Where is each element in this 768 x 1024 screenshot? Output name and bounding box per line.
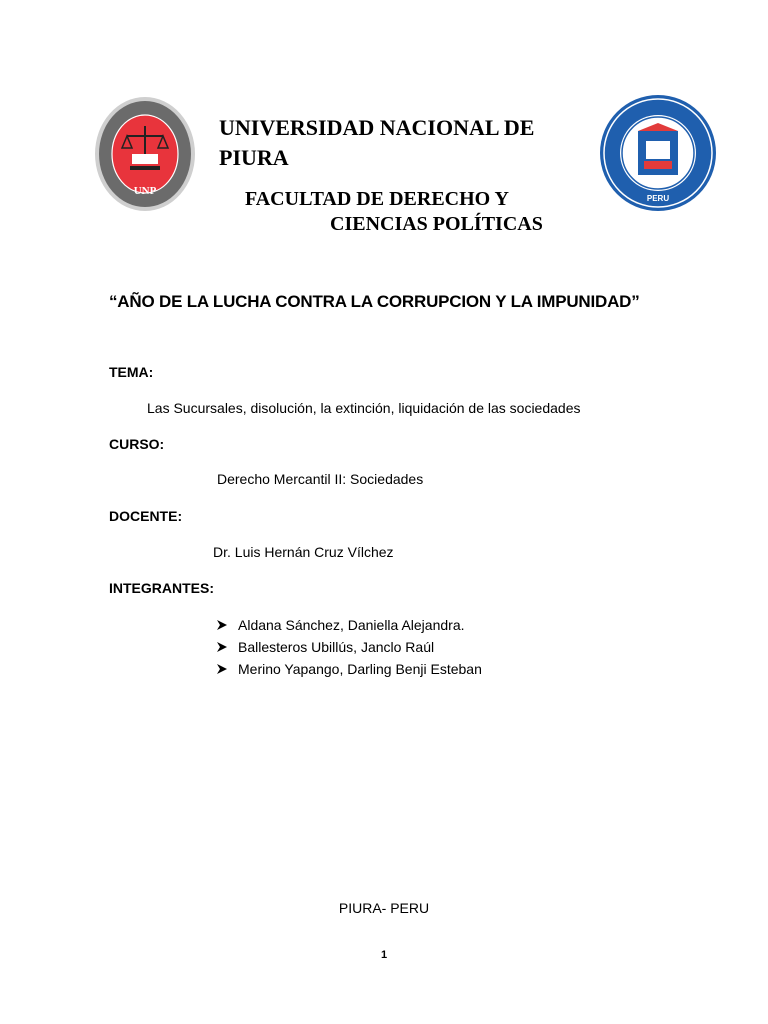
docente-label: DOCENTE: <box>109 508 183 524</box>
faculty-seal-icon <box>94 96 196 212</box>
tema-label: TEMA: <box>109 364 154 380</box>
member-name: Merino Yapango, Darling Benji Esteban <box>238 661 482 677</box>
list-item <box>216 614 482 636</box>
curso-label: CURSO: <box>109 436 165 452</box>
integrantes-label: INTEGRANTES: <box>109 580 214 596</box>
arrow-bullet-icon <box>216 619 228 631</box>
list-item <box>216 636 482 658</box>
university-seal-icon <box>598 93 718 213</box>
members-list <box>216 614 482 680</box>
docente-value: Dr. Luis Hernán Cruz Vílchez <box>213 544 394 560</box>
member-name: Ballesteros Ubillús, Janclo Raúl <box>238 639 435 655</box>
faculty-title-line1: FACULTAD DE DERECHO Y <box>245 188 509 210</box>
university-seal-logo <box>598 93 718 213</box>
year-motto: “AÑO DE LA LUCHA CONTRA LA CORRUPCION Y LA IMPUNIDAD” <box>109 292 640 311</box>
university-title: UNIVERSIDAD NACIONAL DE PIURA <box>219 115 535 170</box>
left-logo-emblem-text: UNP <box>133 185 157 197</box>
faculty-seal-logo <box>94 96 196 212</box>
arrow-bullet-icon <box>216 641 228 653</box>
right-logo-bottom-text: PERU <box>646 194 670 203</box>
tema-value: Las Sucursales, disolución, la extinción, liquidación de las sociedades <box>147 400 581 416</box>
list-item <box>216 658 482 680</box>
place-footer: PIURA- PERU <box>338 900 430 916</box>
member-name: Aldana Sánchez, Daniella Alejandra. <box>238 617 465 633</box>
arrow-bullet-icon <box>216 663 228 675</box>
faculty-title-line2: CIENCIAS POLÍTICAS <box>330 213 543 235</box>
curso-value: Derecho Mercantil II: Sociedades <box>217 471 424 487</box>
page-number: 1 <box>380 949 388 961</box>
